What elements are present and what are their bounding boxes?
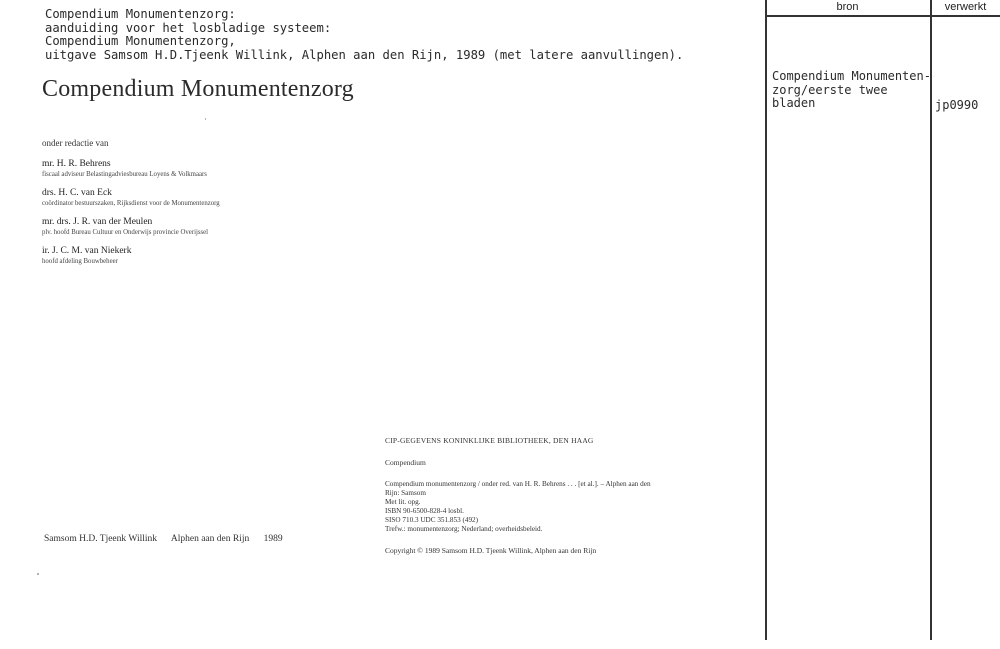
scan-speck bbox=[205, 118, 206, 120]
cip-line: Compendium monumentenzorg / onder red. van H. R. Behrens . . . [et al.]. – Alphen aan den bbox=[385, 480, 651, 488]
cip-line: ISBN 90-6500-828-4 losbl. bbox=[385, 507, 464, 515]
editor-role: hoofd afdeling Bouwbeheer bbox=[42, 258, 118, 265]
page-title: Compendium Monumentenzorg bbox=[42, 76, 354, 102]
cip-short-title: Compendium bbox=[385, 458, 426, 467]
typed-note-line: aanduiding voor het losbladige systeem: bbox=[45, 20, 332, 35]
cip-line: Rijn: Samsom bbox=[385, 489, 426, 497]
typed-note-line: Compendium Monumentenzorg, bbox=[45, 34, 236, 48]
cip-block bbox=[385, 436, 745, 555]
typed-note-line: uitgave Samsom H.D.Tjeenk Willink, Alphen aan den Rijn, 1989 (met latere aanvullingen). bbox=[45, 47, 684, 62]
cip-line: Trefw.: monumentenzorg; Nederland; overheidsbeleid. bbox=[385, 525, 543, 533]
processed-entry: jp0990 bbox=[935, 98, 979, 112]
column-header-source: bron bbox=[836, 1, 859, 13]
editor-entry bbox=[42, 217, 372, 237]
publisher-name: Samsom H.D. Tjeenk Willink bbox=[44, 534, 157, 544]
editor-entry bbox=[42, 246, 372, 266]
column-header-processed: verwerkt bbox=[944, 1, 987, 13]
source-entry: Compendium Monumenten- zorg/eerste twee bladen bbox=[772, 69, 931, 110]
editor-name: mr. drs. J. R. van der Meulen bbox=[42, 217, 153, 227]
typed-note-line: Compendium Monumentenzorg: bbox=[45, 7, 236, 21]
register-table bbox=[765, 0, 1000, 640]
cip-line: SISO 710.3 UDC 351.853 (492) bbox=[385, 516, 479, 524]
cip-heading: CIP-GEGEVENS KONINKLIJKE BIBLIOTHEEK, DEN HAAG bbox=[385, 436, 594, 445]
scan-speck bbox=[37, 573, 39, 575]
copyright-line: Copyright © 1989 Samsom H.D. Tjeenk Willink, Alphen aan den Rijn bbox=[385, 546, 597, 555]
editor-entry bbox=[42, 188, 372, 208]
editors-block bbox=[42, 138, 372, 275]
publication-year: 1989 bbox=[263, 534, 283, 544]
editor-entry bbox=[42, 159, 372, 179]
table-border-left bbox=[765, 0, 767, 640]
publisher-line bbox=[44, 534, 295, 544]
typed-header-note bbox=[45, 8, 683, 62]
editor-name: ir. J. C. M. van Niekerk bbox=[42, 246, 132, 256]
editor-name: mr. H. R. Behrens bbox=[42, 159, 111, 169]
editor-name: drs. H. C. van Eck bbox=[42, 188, 112, 198]
editors-intro: onder redactie van bbox=[42, 138, 109, 148]
cip-line: Met lit. opg. bbox=[385, 498, 421, 506]
editor-role: fiscaal adviseur Belastingadviesbureau Loyens & Volkmaars bbox=[42, 171, 207, 178]
table-header-rule bbox=[765, 15, 1000, 17]
editor-role: plv. hoofd Bureau Cultuur en Onderwijs provincie Overijssel bbox=[42, 229, 209, 236]
editor-role: coördinator bestuurszaken, Rijksdienst voor de Monumentenzorg bbox=[42, 200, 220, 207]
publisher-place: Alphen aan den Rijn bbox=[170, 534, 250, 544]
